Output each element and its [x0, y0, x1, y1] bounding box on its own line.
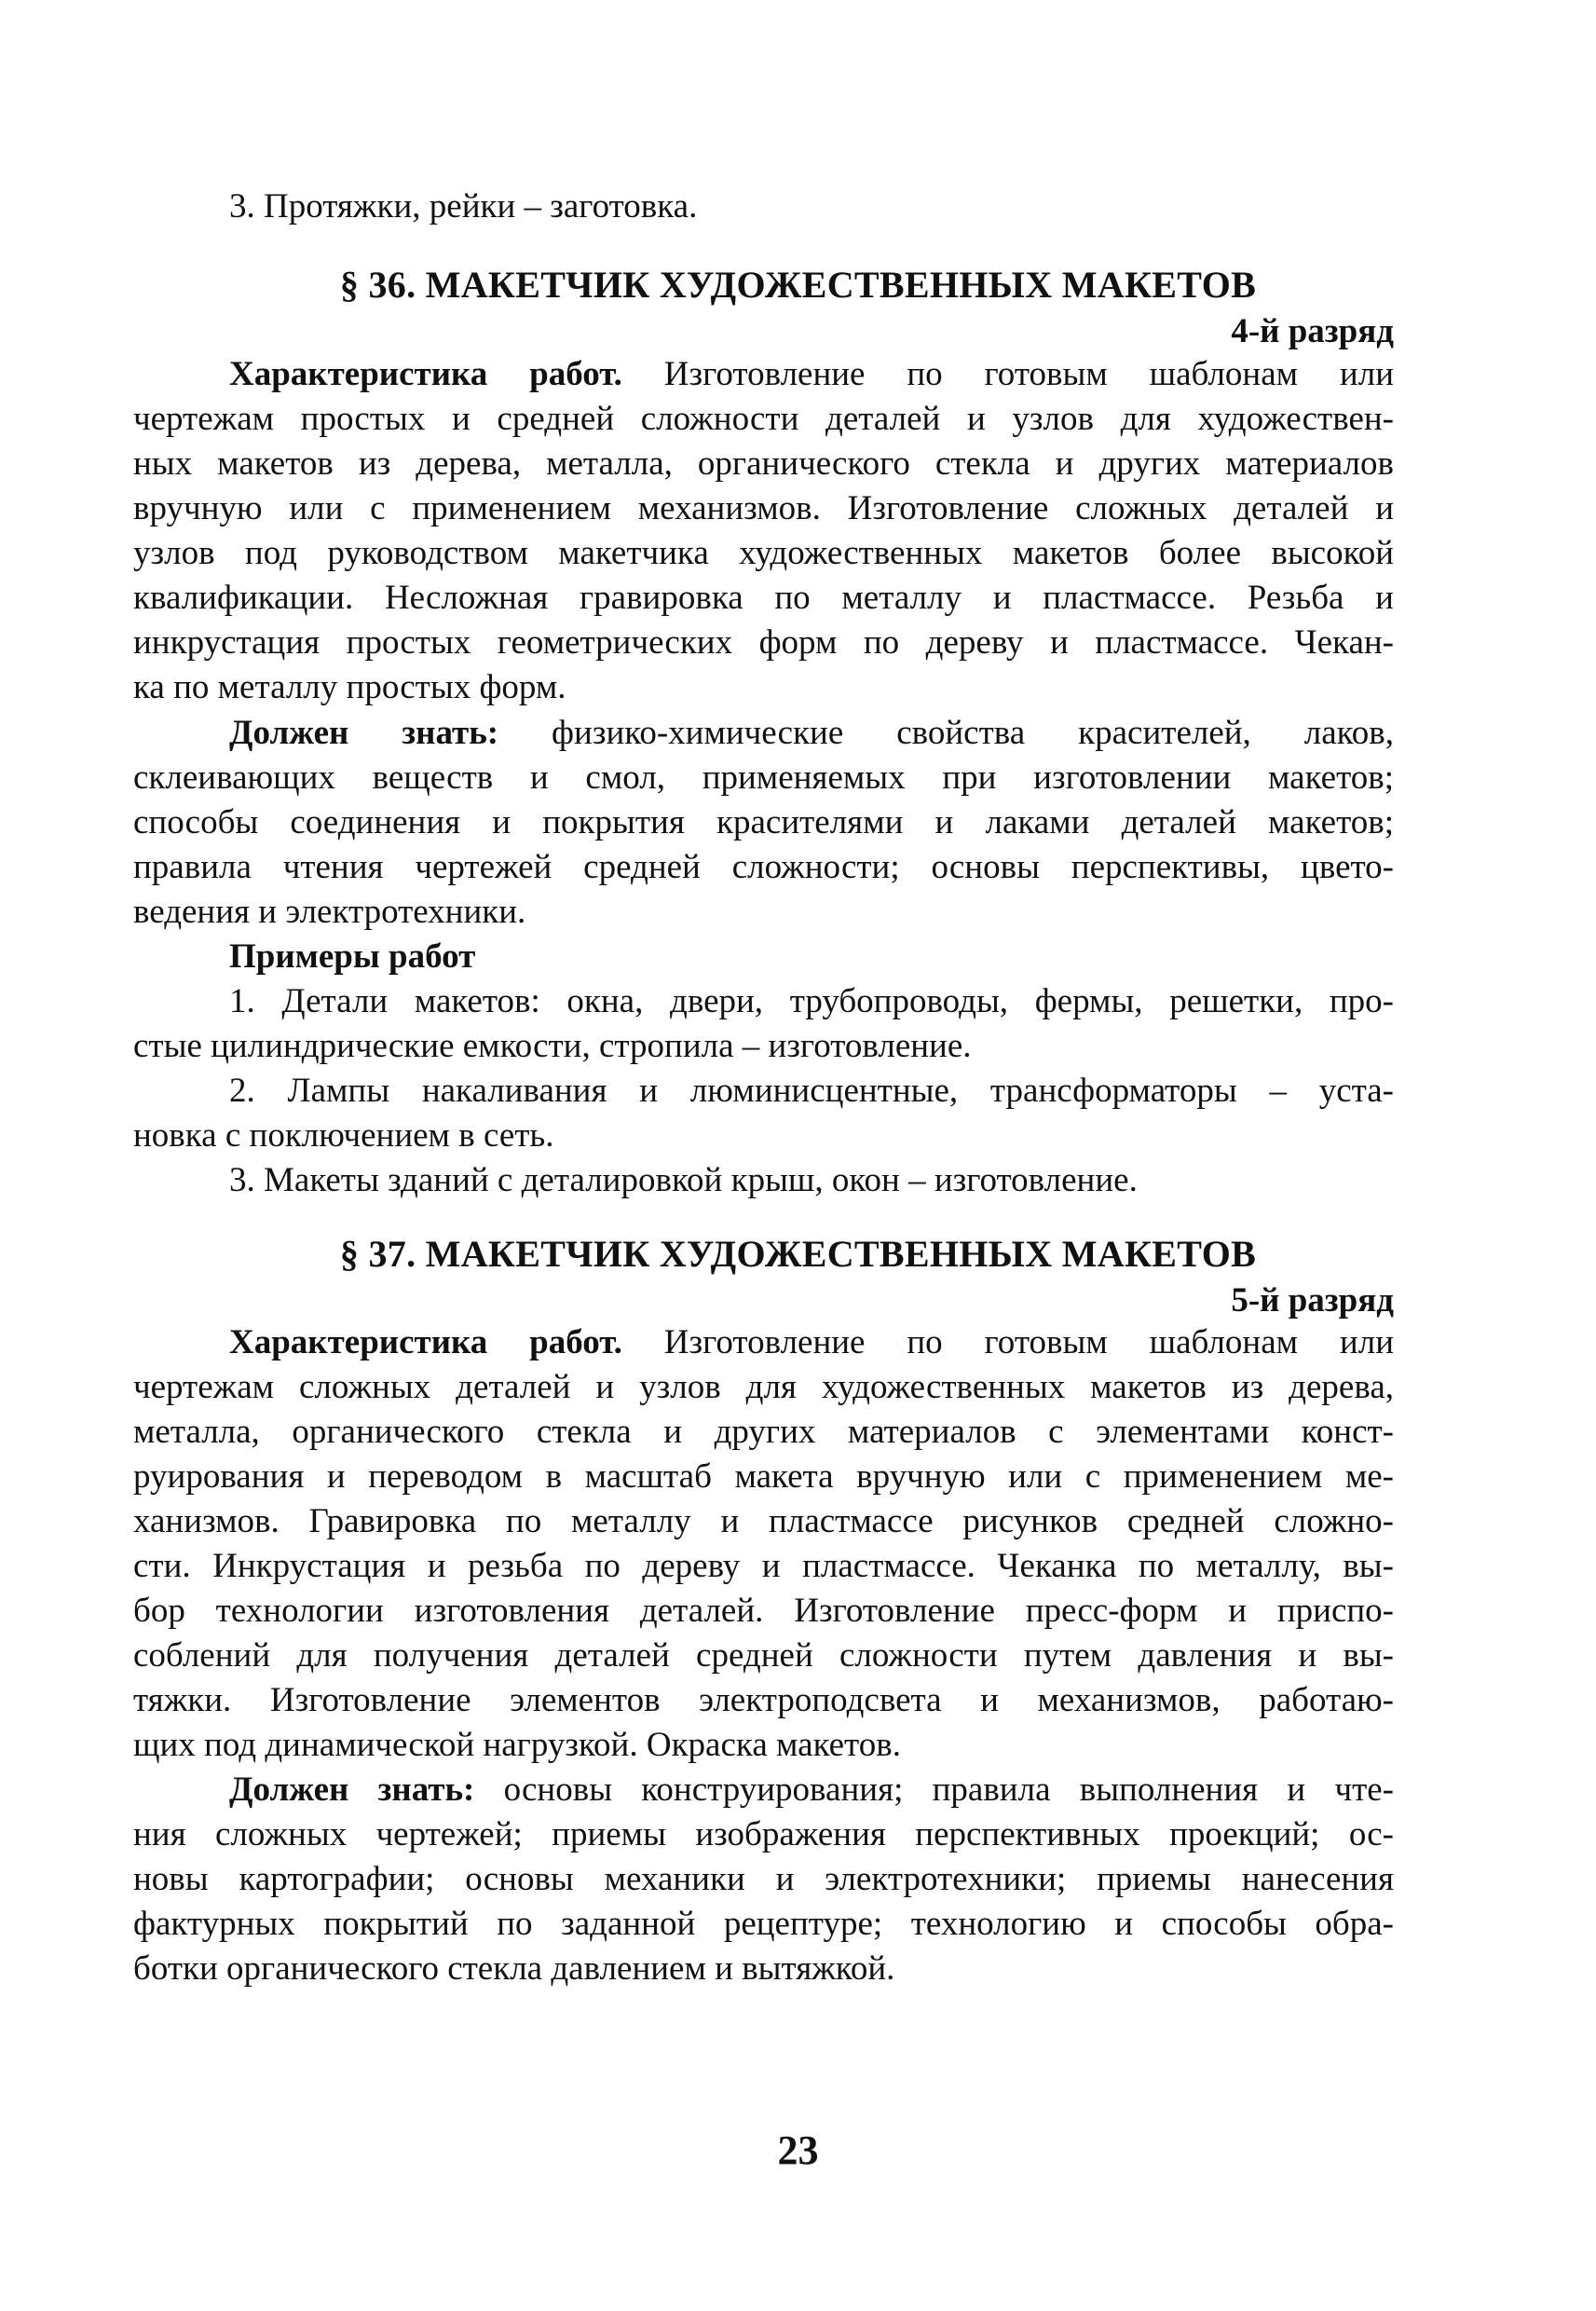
page-number: 23 — [777, 2127, 819, 2173]
section-36-char-line-6: квалификации. Несложная гравировка по металлу и пластмассе. Резьба и — [133, 579, 1394, 617]
section-37-know-line-4: фактурных покрытий по заданной рецептуре; технологию и способы обра- — [133, 1905, 1394, 1943]
section-36-char-line-1: Характеристика работ. Изготовление по готовым шаблонам или — [229, 355, 1395, 393]
section-36-know-line-3: способы соединения и покрытия красителями и лаками деталей макетов; — [133, 803, 1394, 841]
section-36-example-2b: новка с поключением в сеть. — [133, 1116, 554, 1155]
section-36-char-line-3: ных макетов из дерева, металла, органического стекла и других материалов — [133, 444, 1394, 483]
section-37-know-line-1: Должен знать: основы конструирования; правила выполнения и чте- — [229, 1771, 1394, 1809]
section-36-char-label: Характеристика работ. — [229, 355, 622, 393]
section-37-title: § 37. МАКЕТЧИК ХУДОЖЕСТВЕННЫХ МАКЕТОВ — [339, 1233, 1257, 1275]
section-36-example-1a: 1. Детали макетов: окна, двери, трубопроводы, фермы, решетки, про- — [229, 982, 1394, 1020]
section-37-char-label: Характеристика работ. — [229, 1323, 622, 1361]
section-36-know-line-2: склеивающих веществ и смол, применяемых при изготовлении макетов; — [133, 759, 1394, 797]
section-37-know-line-5: ботки органического стекла давлением и вытяжкой. — [133, 1949, 895, 1988]
section-36-know-line-4: правила чтения чертежей средней сложности; основы перспективы, цвето- — [133, 848, 1394, 886]
section-37-char-line-1: Характеристика работ. Изготовление по готовым шаблонам или — [229, 1323, 1395, 1361]
section-37-know-line-2: ния сложных чертежей; приемы изображения перспективных проекций; ос- — [133, 1815, 1394, 1853]
section-37-char-line-3: металла, органического стекла и других материалов с элементами конст- — [133, 1413, 1394, 1451]
section-37-char-line-9: тяжки. Изготовление элементов электроподсвета и механизмов, работаю- — [133, 1681, 1394, 1719]
section-36-char-line-2: чертежам простых и средней сложности деталей и узлов для художествен- — [133, 400, 1394, 438]
section-36-char-line-8: ка по металлу простых форм. — [133, 668, 566, 706]
section-36-examples-heading: Примеры работ — [229, 937, 476, 976]
section-37-char-line-2: чертежам сложных деталей и узлов для художественных макетов из дерева, — [133, 1368, 1394, 1406]
section-36-know-label: Должен знать: — [229, 714, 499, 752]
section-36-char-line-5: узлов под руководством макетчика художественных макетов более высокой — [133, 534, 1394, 572]
section-36-example-1b: стые цилиндрические емкости, стропила – изготовление. — [133, 1027, 972, 1065]
prev-example-3: 3. Протяжки, рейки – заготовка. — [229, 187, 698, 226]
section-36-know-line-5: ведения и электротехники. — [133, 893, 526, 931]
section-36-know-line-1: Должен знать: физико-химические свойства красителей, лаков, — [229, 714, 1394, 752]
section-36-example-3: 3. Макеты зданий с деталировкой крыш, окон – изготовление. — [229, 1161, 1138, 1199]
section-37-char-line-10: щих под динамической нагрузкой. Окраска макетов. — [133, 1726, 901, 1764]
section-36-char-line-7: инкрустация простых геометрических форм по дереву и пластмассе. Чекан- — [133, 623, 1394, 662]
section-37-char-line-8: соблений для получения деталей средней сложности путем давления и вы- — [133, 1636, 1394, 1675]
section-36-title: § 36. МАКЕТЧИК ХУДОЖЕСТВЕННЫХ МАКЕТОВ — [339, 264, 1257, 306]
section-37-char-line-7: бор технологии изготовления деталей. Изготовление пресс-форм и приспо- — [133, 1592, 1394, 1630]
section-37-know-label: Должен знать: — [229, 1771, 475, 1809]
section-37-grade: 5-й разряд — [1231, 1281, 1394, 1320]
section-36-char-line-4: вручную или с применением механизмов. Изготовление сложных деталей и — [133, 489, 1394, 527]
section-37-char-line-5: ханизмов. Гравировка по металлу и пластмассе рисунков средней сложно- — [133, 1502, 1394, 1540]
section-37-char-line-6: сти. Инкрустация и резьба по дереву и пластмассе. Чеканка по металлу, вы- — [133, 1547, 1394, 1585]
section-36-grade: 4-й разряд — [1231, 312, 1394, 350]
section-36-example-2a: 2. Лампы накаливания и люминисцентные, трансформаторы – уста- — [229, 1072, 1394, 1110]
section-37-char-line-4: руирования и переводом в масштаб макета вручную или с применением ме- — [133, 1457, 1394, 1496]
section-37-know-line-3: новы картографии; основы механики и электротехники; приемы нанесения — [133, 1860, 1394, 1898]
